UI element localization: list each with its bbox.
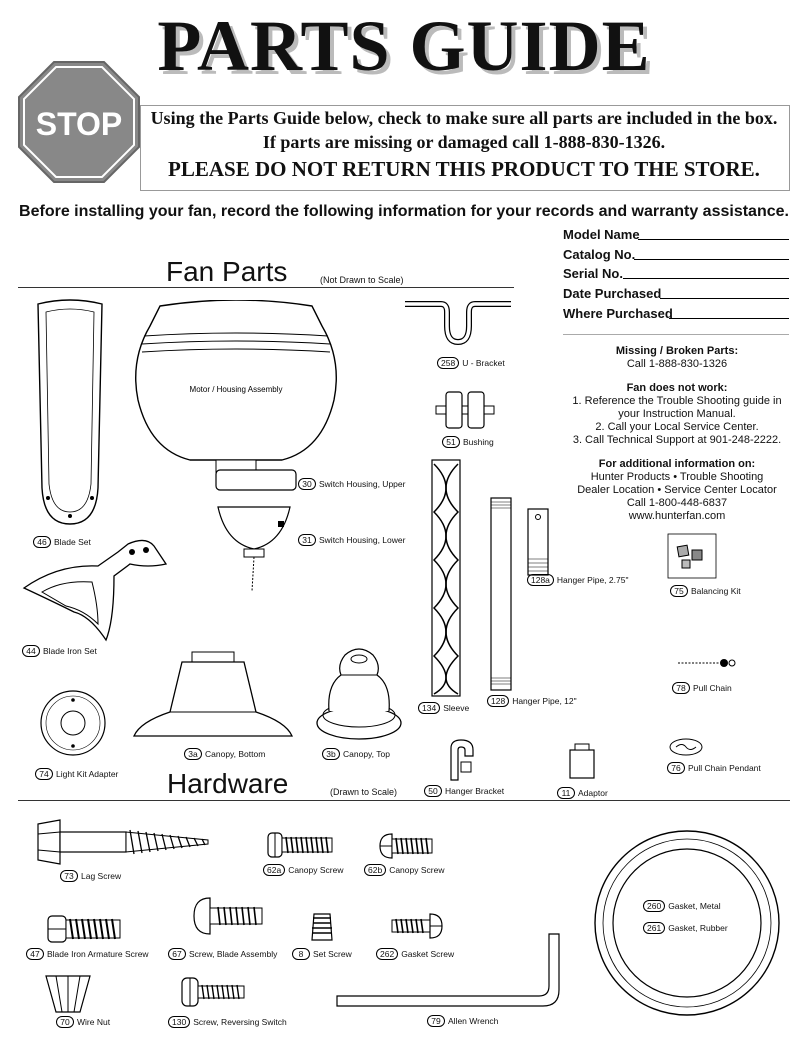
switch-housing-upper-drawing	[214, 466, 298, 494]
hw-261-label: 261 Gasket, Rubber	[643, 922, 728, 934]
part-75-label: 75 Balancing Kit	[670, 585, 741, 597]
record-serial-no[interactable]: Serial No.	[563, 266, 789, 282]
subtitle: Before installing your fan, record the following information for your records and warranty assistance.	[19, 203, 789, 220]
hw-79-label: 79 Allen Wrench	[427, 1015, 498, 1027]
part-134-label: 134 Sleeve	[418, 702, 469, 714]
record-date-purchased[interactable]: Date Purchased	[563, 286, 789, 302]
warning-line-2: If parts are missing or damaged call 1-888-830-1326.	[262, 132, 666, 152]
pull-chain-pendant-drawing	[668, 736, 704, 758]
page-title: PARTS GUIDE	[157, 6, 651, 86]
balancing-kit-drawing	[666, 532, 718, 580]
hw-70-label: 70 Wire Nut	[56, 1016, 110, 1028]
hw-73-label: 73 Lag Screw	[60, 870, 121, 882]
switch-housing-lower-drawing	[214, 503, 294, 598]
part-44-label: 44 Blade Iron Set	[22, 645, 97, 657]
hanger-pipe-275-drawing	[525, 507, 551, 577]
fan-parts-note: (Not Drawn to Scale)	[320, 275, 404, 285]
screw-reversing-switch-drawing	[180, 976, 246, 1008]
part-3a-label: 3a Canopy, Bottom	[184, 748, 265, 760]
part-51-label: 51 Bushing	[442, 436, 494, 448]
part-50-label: 50 Hanger Bracket	[424, 785, 504, 797]
info-block: Missing / Broken Parts: Call 1-888-830-1326 Fan does not work: 1. Reference the Trouble Shooting guide in your Instruction Manual. 2. Call your Local Service Center. 3. Call Technical Support at 901-248-2222. For additional information on: Hunter Products • Trouble Shooting Dealer Location • Service Center Locator Call 1-800-448-6837 www.hunterfan.com	[572, 345, 782, 522]
record-model-name[interactable]: Model Name	[563, 227, 789, 243]
hardware-rule	[18, 800, 790, 801]
set-screw-drawing	[308, 910, 336, 944]
light-kit-adapter-drawing	[38, 688, 108, 758]
fan-parts-heading: Fan Parts	[166, 256, 288, 287]
stop-sign-icon	[17, 60, 141, 184]
part-74-label: 74 Light Kit Adapter	[35, 768, 118, 780]
wire-nut-drawing	[44, 972, 92, 1016]
hw-8-label: 8 Set Screw	[292, 948, 352, 960]
stop-text: STOP	[35, 106, 123, 142]
canopy-top-drawing	[315, 645, 403, 741]
record-where-purchased[interactable]: Where Purchased	[563, 306, 789, 322]
part-258-label: 258 U - Bracket	[437, 357, 505, 369]
part-30-label: 30 Switch Housing, Upper	[298, 478, 405, 490]
hw-47-label: 47 Blade Iron Armature Screw	[26, 948, 149, 960]
pull-chain-drawing	[676, 656, 740, 670]
blade-iron-armature-screw-drawing	[46, 912, 122, 946]
hw-260-label: 260 Gasket, Metal	[643, 900, 721, 912]
part-128a-label: 128a Hanger Pipe, 2.75"	[527, 574, 628, 586]
part-31-label: 31 Switch Housing, Lower	[298, 534, 405, 546]
part-11-label: 11 Adaptor	[557, 787, 608, 799]
hw-62b-label: 62b Canopy Screw	[364, 864, 444, 876]
hardware-note: (Drawn to Scale)	[330, 787, 398, 797]
blade-set-drawing	[30, 298, 110, 530]
hw-67-label: 67 Screw, Blade Assembly	[168, 948, 277, 960]
canopy-screw-62a-drawing	[266, 830, 334, 860]
warning-line-1: Using the Parts Guide below, check to make sure all parts are included in the box.	[150, 108, 778, 128]
part-128-label: 128 Hanger Pipe, 12"	[487, 695, 577, 707]
canopy-bottom-drawing	[130, 650, 296, 742]
hw-262-label: 262 Gasket Screw	[376, 948, 454, 960]
record-catalog-no[interactable]: Catalog No.	[563, 247, 789, 263]
sleeve-drawing	[430, 458, 462, 698]
hanger-bracket-drawing	[447, 738, 477, 782]
lag-screw-drawing	[36, 818, 210, 866]
allen-wrench-drawing	[335, 930, 565, 1008]
part-3b-label: 3b Canopy, Top	[322, 748, 390, 760]
part-76-label: 76 Pull Chain Pendant	[667, 762, 761, 774]
motor-label: Motor / Housing Assembly	[189, 385, 283, 394]
hw-62a-label: 62a Canopy Screw	[263, 864, 343, 876]
part-46-label: 46 Blade Set	[33, 536, 91, 548]
hardware-heading: Hardware	[167, 768, 289, 799]
hanger-pipe-12-drawing	[488, 496, 514, 692]
part-78-label: 78 Pull Chain	[672, 682, 732, 694]
info-divider	[563, 334, 789, 335]
bushing-drawing	[432, 386, 498, 434]
u-bracket-drawing	[403, 298, 513, 350]
hw-130-label: 130 Screw, Reversing Switch	[168, 1016, 287, 1028]
canopy-screw-62b-drawing	[378, 832, 434, 860]
warning-line-3: PLEASE DO NOT RETURN THIS PRODUCT TO THE STORE.	[168, 157, 760, 181]
adaptor-drawing	[567, 742, 597, 780]
fan-parts-rule	[18, 287, 514, 288]
screw-blade-assembly-drawing	[192, 896, 264, 936]
